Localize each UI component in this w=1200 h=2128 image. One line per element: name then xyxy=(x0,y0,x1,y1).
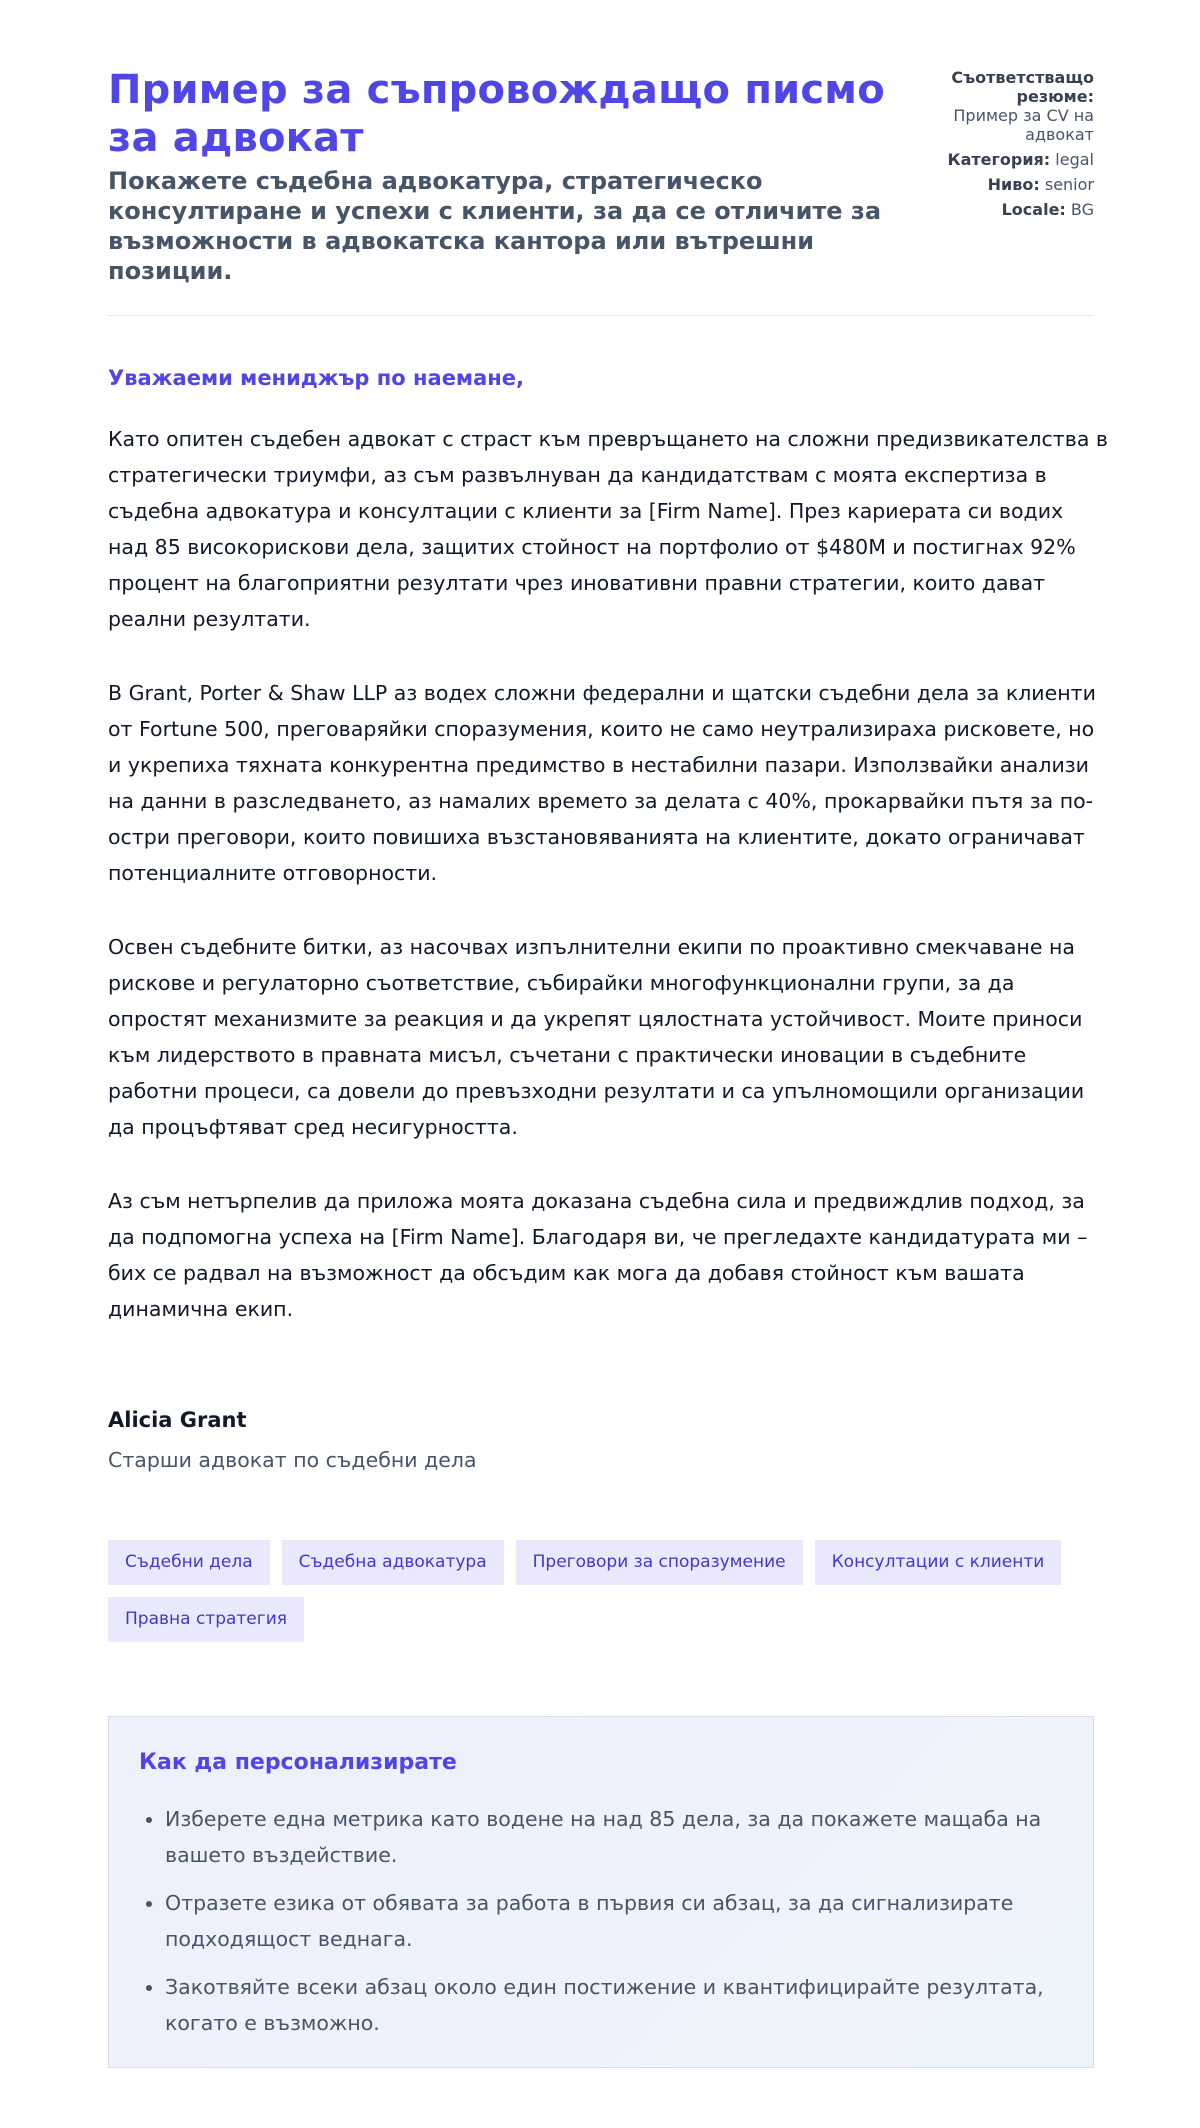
page-subtitle: Покажете съдебна адвокатура, стратегическо консултиране и успехи с клиенти, за да се отличите за възможности в адвокатска кантора или вътрешни позиции. xyxy=(108,167,882,285)
customization-tips-box xyxy=(108,1716,1094,2068)
page-header xyxy=(108,66,1094,286)
tips-list xyxy=(139,1801,1063,2041)
meta-level xyxy=(924,175,1094,194)
letter-salutation: Уважаеми мениджър по наемане, xyxy=(108,366,525,390)
tip-item: • Изберете една метрика като водене на над 85 дела, за да покажете мащаба на вашето въздействие. xyxy=(165,1801,1063,1873)
skill-tag[interactable]: Правна стратегия xyxy=(108,1597,304,1642)
meta-locale-label: Locale: xyxy=(1001,200,1066,219)
skill-tags xyxy=(108,1540,1108,1642)
meta-panel xyxy=(924,68,1094,225)
letter-paragraph: Освен съдебните битки, аз насочвах изпълнителни екипи по проактивно смекчаване на рискове и регулаторно съответствие, събирайки многофункционални групи, за да опростят механизмите за реакция и да укрепят цялостната устойчивост. Моите приноси към лидерството в правната мисъл, съчетани с практически иновации в съдебните работни процеси, са довели до превъзходни резултати и са упълномощили организации да процъфтяват сред несигурността. xyxy=(108,935,1085,1139)
meta-category xyxy=(924,150,1094,169)
meta-locale-value: BG xyxy=(1070,200,1094,219)
header-divider xyxy=(108,315,1094,316)
meta-locale xyxy=(924,200,1094,219)
meta-resume-label: Съответстващо резюме: xyxy=(951,68,1094,106)
letter-paragraph: В Grant, Porter & Shaw LLP аз водех сложни федерални и щатски съдебни дела за клиенти от Fortune 500, преговаряйки споразумения, които не само неутрализираха рисковете, но и укрепиха тяхната конкурентна предимство в нестабилни пазари. Използвайки анализи на данни в разследването, аз намалих времето за делата с 40%, прокарвайки пътя за по-остри преговори, които повишиха възстановяванията на клиентите, докато ограничават потенциалните отговорности. xyxy=(108,681,1096,885)
signature-name: Alicia Grant xyxy=(108,1408,247,1432)
tips-title: Как да персонализирате xyxy=(139,1750,457,1775)
skill-tag[interactable]: Консултации с клиенти xyxy=(815,1540,1062,1585)
meta-category-value: legal xyxy=(1055,150,1094,169)
letter-body xyxy=(108,421,1108,1365)
skill-tag[interactable]: Съдебни дела xyxy=(108,1540,270,1585)
letter-paragraph: Като опитен съдебен адвокат с страст към превръщането на сложни предизвикателства в стратегически триумфи, аз съм развълнуван да кандидатствам с моята експертиза в съдебна адвокатура и консултации с клиенти за [Firm Name]. През кариерата си водих над 85 високорискови дела, защитих стойност на портфолио от $480M и постигнах 92% процент на благоприятни резултати чрез иновативни правни стратегии, които дават реални резултати. xyxy=(108,427,1108,631)
meta-category-label: Категория: xyxy=(947,150,1051,169)
meta-level-label: Ниво: xyxy=(987,175,1040,194)
meta-level-value: senior xyxy=(1044,175,1094,194)
skill-tag[interactable]: Преговори за споразумение xyxy=(516,1540,803,1585)
skill-tag[interactable]: Съдебна адвокатура xyxy=(282,1540,504,1585)
tip-item: • Закотвяйте всеки абзац около един постижение и квантифицирайте резултата, когато е възможно. xyxy=(165,1969,1063,2041)
meta-resume xyxy=(924,68,1094,144)
meta-resume-link[interactable]: Пример за CV на адвокат xyxy=(953,106,1094,144)
letter-paragraph: Аз съм нетърпелив да приложа моята доказана съдебна сила и предвиждлив подход, за да подпомогна успеха на [Firm Name]. Благодаря ви, че прегледахте кандидатурата ми – бих се радвал на възможност да обсъдим как мога да добавя стойност към вашата динамична екип. xyxy=(108,1189,1088,1321)
signature-role: Старши адвокат по съдебни дела xyxy=(108,1448,477,1472)
page-title: Пример за съпровождащо писмо за адвокат xyxy=(108,67,885,161)
tip-item: • Отразете езика от обявата за работа в първия си абзац, за да сигнализирате подходящост веднага. xyxy=(165,1885,1063,1957)
letter-signature xyxy=(108,1407,477,1473)
